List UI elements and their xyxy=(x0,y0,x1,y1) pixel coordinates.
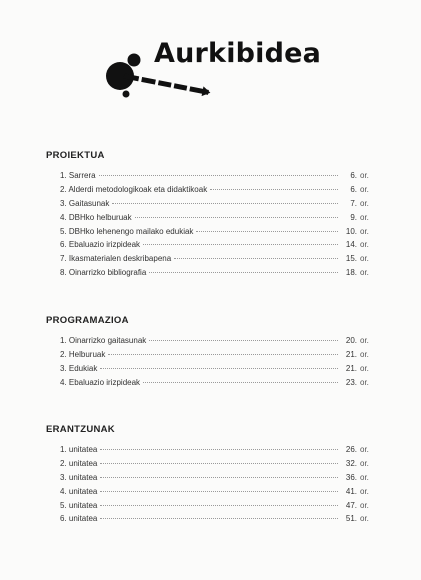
toc-entry-label: 2. Alderdi metodologikoak eta didaktikoak xyxy=(60,184,208,194)
toc-entry-unit: or. xyxy=(360,226,369,236)
toc-entry-label: 8. Oinarrizko bibliografia xyxy=(60,268,147,278)
toc-entry-page: 9. xyxy=(350,212,357,222)
dot-leader xyxy=(100,491,338,492)
toc-entry[interactable] xyxy=(60,240,376,254)
toc-entry[interactable] xyxy=(60,459,376,473)
section-title: PROGRAMAZIOA xyxy=(46,315,129,326)
dot-leader xyxy=(100,449,338,450)
toc-entry-unit: or. xyxy=(360,349,369,359)
toc-entry-page: 26. xyxy=(345,445,357,454)
dot-leader xyxy=(210,189,338,190)
toc-entry[interactable] xyxy=(60,501,376,515)
toc-entry-label: 1. unitatea xyxy=(60,445,98,454)
toc-entry[interactable] xyxy=(60,364,376,378)
toc-entry-label: 4. Ebaluazio irizpideak xyxy=(60,377,141,387)
toc-entry-page: 15. xyxy=(345,254,357,264)
toc-entry-page: 6. xyxy=(350,184,357,194)
toc-entry-page: 18. xyxy=(345,268,357,278)
dot-leader xyxy=(135,217,338,218)
toc-entry-label: 3. Edukiak xyxy=(60,363,98,373)
toc-entry-page: 47. xyxy=(345,500,357,510)
toc-entry-unit: or. xyxy=(360,336,369,345)
toc-entry-page: 20. xyxy=(345,336,357,345)
toc-entry-label: 6. unitatea xyxy=(60,514,98,524)
toc-entry-unit: or. xyxy=(360,171,369,180)
toc-entry-page: 21. xyxy=(345,349,357,359)
toc-entry-label: 1. Sarrera xyxy=(60,171,96,180)
header xyxy=(104,30,344,110)
dot-leader xyxy=(100,477,338,478)
section-title: ERANTZUNAK xyxy=(46,424,115,435)
toc-entry-label: 6. Ebaluazio irizpideak xyxy=(60,240,141,250)
toc-entry-page: 36. xyxy=(345,472,357,482)
dot-leader xyxy=(149,272,338,273)
section-title: PROIEKTUA xyxy=(46,150,105,161)
page-title: Aurkibidea xyxy=(154,38,322,69)
toc-entry-unit: or. xyxy=(360,514,369,524)
toc-entry-unit: or. xyxy=(360,500,369,510)
toc-entry-page: 6. xyxy=(350,171,357,180)
dot-leader xyxy=(100,463,338,464)
toc-list xyxy=(46,171,376,282)
dot-leader xyxy=(100,518,338,519)
dot-leader xyxy=(149,340,338,341)
toc-entry[interactable] xyxy=(60,213,376,227)
toc-list xyxy=(46,445,376,528)
toc-entry[interactable] xyxy=(60,254,376,268)
toc-entry[interactable] xyxy=(60,514,376,528)
dot-leader xyxy=(143,382,338,383)
toc-entry-unit: or. xyxy=(360,377,369,387)
toc-entry-page: 10. xyxy=(345,226,357,236)
toc-entry-page: 7. xyxy=(350,198,357,208)
toc-entry-page: 23. xyxy=(345,377,357,387)
toc-entry-page: 21. xyxy=(345,363,357,373)
toc-entry-label: 7. Ikasmaterialen deskribapena xyxy=(60,254,172,264)
toc-entry-label: 4. unitatea xyxy=(60,486,98,496)
toc-entry[interactable] xyxy=(60,268,376,282)
toc-entry-unit: or. xyxy=(360,472,369,482)
dot-leader xyxy=(196,231,338,232)
toc-entry-unit: or. xyxy=(360,363,369,373)
toc-entry-page: 41. xyxy=(345,486,357,496)
dot-leader xyxy=(143,244,338,245)
toc-entry[interactable] xyxy=(60,473,376,487)
section-programazioa xyxy=(46,315,376,392)
toc-entry-label: 5. DBHko lehenengo mailako edukiak xyxy=(60,226,194,236)
toc-entry-unit: or. xyxy=(360,198,369,208)
toc-entry-unit: or. xyxy=(360,458,369,468)
toc-entry-unit: or. xyxy=(360,268,369,278)
toc-entry[interactable] xyxy=(60,336,376,350)
toc-entry[interactable] xyxy=(60,171,376,185)
dot-leader xyxy=(100,505,338,506)
toc-entry-label: 2. unitatea xyxy=(60,458,98,468)
toc-entry-unit: or. xyxy=(360,486,369,496)
dot-leader xyxy=(174,258,338,259)
dot-leader xyxy=(100,368,338,369)
toc-entry[interactable] xyxy=(60,445,376,459)
toc-entry[interactable] xyxy=(60,185,376,199)
section-proiektua xyxy=(46,150,376,282)
toc-entry[interactable] xyxy=(60,378,376,392)
toc-entry-label: 4. DBHko helburuak xyxy=(60,212,132,222)
toc-list xyxy=(46,336,376,392)
toc-entry[interactable] xyxy=(60,199,376,213)
toc-entry-page: 32. xyxy=(345,458,357,468)
toc-entry-page: 51. xyxy=(345,514,357,524)
toc-entry-unit: or. xyxy=(360,254,369,264)
toc-entry-page: 14. xyxy=(345,240,357,250)
dot-leader xyxy=(99,175,338,176)
dot-leader xyxy=(112,203,338,204)
toc-entry-unit: or. xyxy=(360,184,369,194)
toc-entry-label: 3. unitatea xyxy=(60,472,98,482)
toc-entry-unit: or. xyxy=(360,240,369,250)
toc-entry-label: 3. Gaitasunak xyxy=(60,198,110,208)
toc-entry-unit: or. xyxy=(360,445,369,454)
toc-entry-label: 5. unitatea xyxy=(60,500,98,510)
toc-entry[interactable] xyxy=(60,487,376,501)
section-erantzunak xyxy=(46,424,376,528)
toc-entry-label: 2. Helburuak xyxy=(60,349,106,359)
dot-leader xyxy=(108,354,338,355)
toc-entry-unit: or. xyxy=(360,212,369,222)
toc-entry[interactable] xyxy=(60,350,376,364)
toc-entry[interactable] xyxy=(60,227,376,241)
toc-entry-label: 1. Oinarrizko gaitasunak xyxy=(60,336,147,345)
